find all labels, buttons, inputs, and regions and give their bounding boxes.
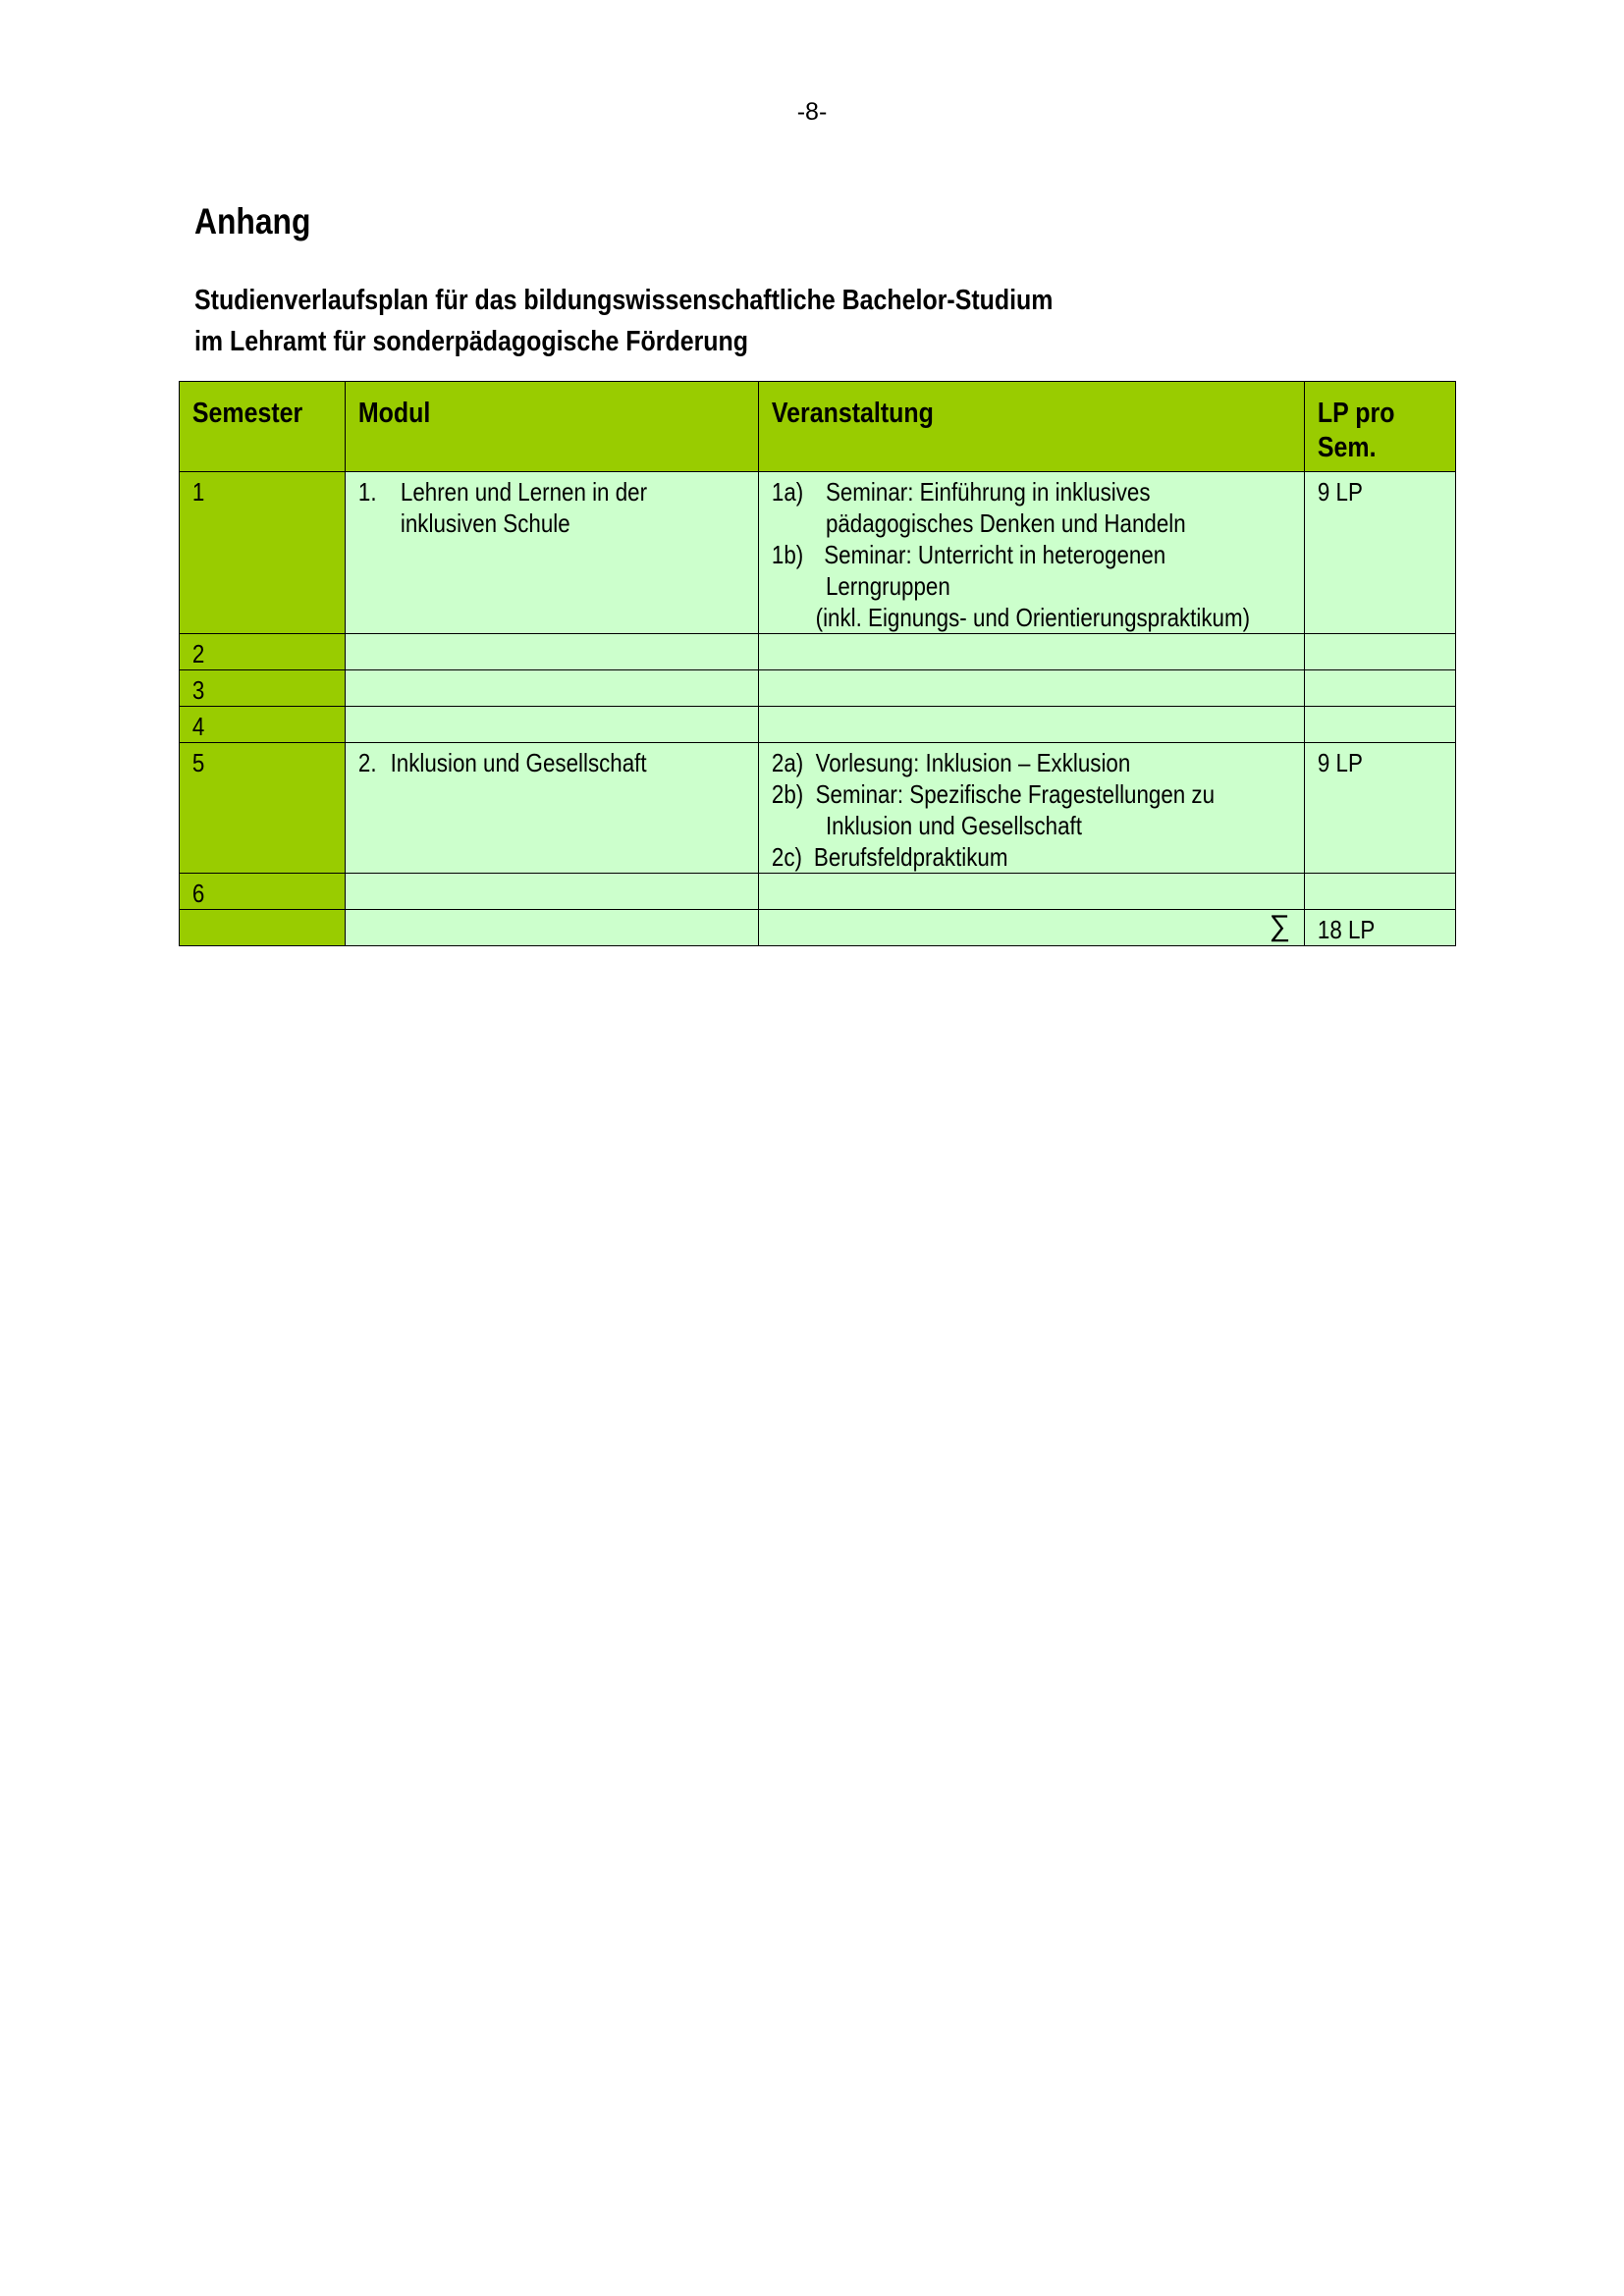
table-row bbox=[180, 707, 1456, 743]
modul-cell bbox=[346, 910, 759, 946]
sum-row bbox=[180, 910, 1456, 946]
course-title-continued: Inklusion und Gesellschaft bbox=[825, 811, 1082, 840]
veranstaltung-cell bbox=[759, 472, 1305, 634]
table-row bbox=[180, 670, 1456, 707]
modul-cell bbox=[346, 707, 759, 743]
modul-cell bbox=[346, 634, 759, 670]
table-title-line-2: im Lehramt für sonderpädagogische Förderung bbox=[194, 326, 748, 357]
veranstaltung-cell bbox=[759, 670, 1305, 707]
modul-number: 2. bbox=[357, 748, 377, 777]
lp-cell bbox=[1305, 910, 1456, 946]
table-title bbox=[194, 280, 1053, 362]
modul-title-line-1: Inklusion und Gesellschaft bbox=[390, 748, 647, 777]
sum-symbol: ∑ bbox=[1269, 910, 1290, 942]
course-number: 2a) bbox=[771, 748, 804, 777]
course-title: Seminar: Unterricht in heterogenen bbox=[824, 540, 1166, 569]
course-title: Berufsfeldpraktikum bbox=[813, 842, 1008, 872]
total-lp: 18 LP bbox=[1317, 915, 1376, 944]
modul-cell bbox=[346, 670, 759, 707]
lp-cell bbox=[1305, 634, 1456, 670]
section-heading: Anhang bbox=[194, 201, 311, 241]
header-lp-line-2: Sem. bbox=[1317, 432, 1377, 463]
table-row bbox=[180, 743, 1456, 874]
course-number: 1a) bbox=[771, 477, 804, 507]
modul-cell bbox=[346, 874, 759, 910]
table-row bbox=[180, 874, 1456, 910]
veranstaltung-cell bbox=[759, 874, 1305, 910]
header-lp bbox=[1305, 382, 1456, 472]
header-semester: Semester bbox=[180, 382, 346, 472]
table-title-line-1: Studienverlaufsplan für das bildungswissenschaftliche Bachelor-Studium bbox=[194, 285, 1054, 316]
modul-title-line-1: Lehren und Lernen in der bbox=[400, 477, 648, 507]
semester-cell: 5 bbox=[180, 743, 346, 874]
lp-cell bbox=[1305, 707, 1456, 743]
modul-cell bbox=[346, 743, 759, 874]
modul-number: 1. bbox=[357, 477, 377, 507]
page-number: -8- bbox=[796, 98, 828, 126]
semester-cell: 3 bbox=[180, 670, 346, 707]
course-title: Seminar: Spezifische Fragestellungen zu bbox=[815, 779, 1216, 809]
veranstaltung-cell bbox=[759, 707, 1305, 743]
header-lp-line-1: LP pro bbox=[1317, 398, 1395, 429]
lp-cell: 9 LP bbox=[1305, 472, 1456, 634]
header-modul: Modul bbox=[346, 382, 759, 472]
semester-cell: 1 bbox=[180, 472, 346, 634]
veranstaltung-cell bbox=[759, 634, 1305, 670]
semester-cell: 2 bbox=[180, 634, 346, 670]
table-row bbox=[180, 472, 1456, 634]
semester-cell: 6 bbox=[180, 874, 346, 910]
table-header-row bbox=[180, 382, 1456, 472]
study-plan-table bbox=[179, 381, 1456, 946]
veranstaltung-cell bbox=[759, 910, 1305, 946]
course-title-continued: pädagogisches Denken und Handeln bbox=[825, 508, 1186, 538]
modul-cell bbox=[346, 472, 759, 634]
course-number: 2c) bbox=[771, 842, 802, 872]
table-row bbox=[180, 634, 1456, 670]
course-title: Seminar: Einführung in inklusives bbox=[825, 477, 1151, 507]
lp-cell: 9 LP bbox=[1305, 743, 1456, 874]
semester-cell bbox=[180, 910, 346, 946]
modul-title-line-2: inklusiven Schule bbox=[400, 508, 570, 538]
header-veranstaltung: Veranstaltung bbox=[759, 382, 1305, 472]
course-note: (inkl. Eignungs- und Orientierungspraktikum) bbox=[815, 603, 1251, 632]
course-number: 2b) bbox=[771, 779, 804, 809]
course-number: 1b) bbox=[771, 540, 804, 569]
course-title-continued: Lerngruppen bbox=[825, 571, 950, 601]
semester-cell: 4 bbox=[180, 707, 346, 743]
lp-cell bbox=[1305, 670, 1456, 707]
lp-cell bbox=[1305, 874, 1456, 910]
course-title: Vorlesung: Inklusion – Exklusion bbox=[815, 748, 1131, 777]
veranstaltung-cell bbox=[759, 743, 1305, 874]
